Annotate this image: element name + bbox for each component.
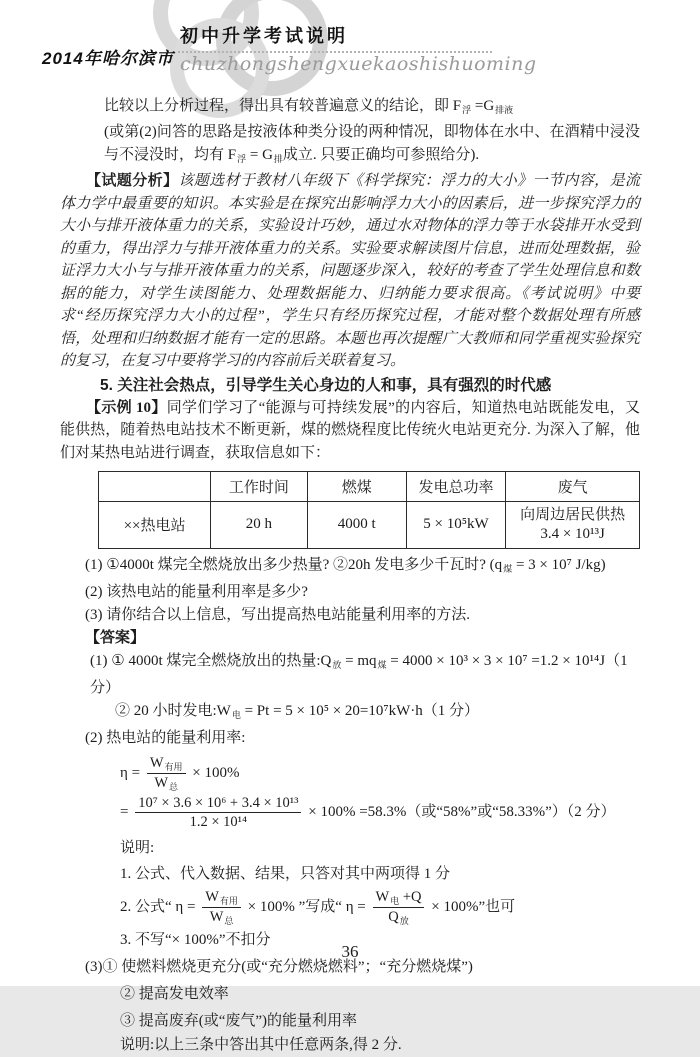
- efficiency-formula: η = $\frac{W_{有用}}{W_总}$ × 100%: [120, 754, 240, 793]
- efficiency-calculation: = $\frac{\text{10⁷ × 3.6 × 10⁶ + 3.4 × 10¹³}}{\text{1.2 × 10¹⁴}}$ × 100% =58.3%（或“58%”或“58.33%”）（2 分）: [120, 795, 616, 831]
- note-2: 2. 公式“ η = $\frac{W_{有用}}{W_总}$ × 100% ”写成“ η = $\frac{W_电 +Q}{Q_放}$ × 100%”也可: [120, 888, 516, 926]
- page-header: [0, 0, 700, 90]
- table-header-row: [99, 471, 640, 501]
- answer-1-part2: ② 20 小时发电$:W_电 = Pt = 5 \times 10^5 \times 20=10^7kW\cdot h(1$ 分）: [115, 702, 480, 720]
- note-3: 3. 不写“× 100%”不扣分: [120, 931, 271, 948]
- waste-line1: 向周边居民供热: [520, 506, 626, 523]
- cell-work-time: 20 h: [211, 501, 308, 548]
- cell-station-name: ××热电站: [99, 501, 211, 548]
- answer-3-item3: ③ 提高废弃(或“废气”)的能量利用率: [120, 1012, 358, 1029]
- page-number: 36: [341, 942, 359, 961]
- notes-label: 说明:: [120, 839, 155, 856]
- example-paragraph: [60, 397, 640, 464]
- power-station-table: [98, 471, 640, 549]
- table-data-row: [99, 501, 640, 548]
- header-cell-coal: 燃煤: [307, 471, 406, 501]
- header-cell-empty: [99, 471, 211, 501]
- question-1: (1) ①4000t 煤完全燃烧放出多少热量? ②20h 发电多少千瓦时? ($q_煤 = 3 \times 10^7$ J/kg): [85, 556, 606, 574]
- example-body: 同学们学习了“能源与可持续发展”的内容后，知道热电站既能发电，又能供热，随着热电站技术不断更新，煤的燃烧程度比传统火电站更充分. 为深入了解，他们对某热电站进行调查，获取信息如下：: [60, 399, 640, 461]
- answer-3-item1: (3)① 使燃料燃烧更充分(或“充分燃烧燃料”；“充分燃烧煤”): [85, 958, 473, 975]
- question-analysis-paragraph: [60, 170, 640, 373]
- example-label: 【示例 10】: [86, 399, 167, 416]
- note-1: 1. 公式、代入数据、结果，只答对其中两项得 1 分: [120, 865, 451, 882]
- cell-waste-gas: [506, 501, 640, 548]
- answer-3-item2: ② 提高发电效率: [120, 985, 229, 1002]
- analysis-body: 该题选材于教材八年级下《科学探究：浮力的大小》一节内容，是流体力学中最重要的知识。本实验是在探究出影响浮力大小的因素后，进一步探究浮力的大小与排开液体重力的关系，实验设计巧妙，通过水对物体的浮力等于水袋排开水受到的重力，得出浮力与排开液体重力的关系。实验要求解读图片信息，进而处理数据，验证浮力大小与与排开液体重力的关系，问题逐步深入，较好的考查了学生处理信息和数据的能力，对学生读图能力、处理数据能力、归纳能力要求很高。《考试说明》中要求“经历探究浮力大小的过程”，学生只有经历探究过程，才能对整个数据处理有所感悟，处理和归纳数据才能有一定的思路。本题也再次提醒广大教师和同学重视实验探究的复习，在复习中要将学习的内容前后关联着复习。: [60, 173, 640, 370]
- section-heading: 5. 关注社会热点，引导学生关心身边的人和事，具有强烈的时代感: [100, 376, 552, 394]
- analysis-label: 【试题分析】: [86, 172, 179, 190]
- answer-label: 【答案】: [85, 629, 146, 646]
- cell-power: 5 × 10⁵kW: [406, 501, 505, 548]
- page-content: [0, 95, 700, 1057]
- conclusion-line: 比较以上分析过程，得出具有较普遍意义的结论，即 $F_浮 =G_{排液}$: [104, 98, 514, 115]
- book-title: 初中升学考试说明: [180, 26, 348, 46]
- alternative-answer-note: (或第(2)问答的思路是按液体种类分设的两种情况，即物体在水中、在酒精中浸没与不浸没时，均有 $F_浮 = G_排$成立. 只要正确均可参照给分).: [104, 124, 640, 164]
- title-pinyin: chuzhongshengxuekaoshishuoming: [180, 53, 537, 75]
- header-cell-work-time: 工作时间: [211, 471, 308, 501]
- answer-2-intro: (2) 热电站的能量利用率:: [85, 729, 246, 746]
- answer-3-note: 说明:以上三条中答出其中任意两条,得 2 分.: [120, 1036, 402, 1053]
- answer-1-part1: (1) ① 4000t 煤完全燃烧放出的热量$:Q_放 = mq_煤 = 4000 \times 10^3 \times 3 \times 10^7 =1.2 \times 10^{14}J(1$分）: [90, 652, 628, 696]
- header-cell-waste-gas: 废气: [506, 471, 640, 501]
- header-cell-power: 发电总功率: [406, 471, 505, 501]
- cell-coal: 4000 t: [307, 501, 406, 548]
- edition-label: 2014年哈尔滨市: [42, 49, 174, 68]
- question-3: (3) 请你结合以上信息，写出提高热电站能量利用率的方法.: [85, 606, 470, 623]
- question-2: (2) 该热电站的能量利用率是多少?: [85, 583, 308, 600]
- waste-line2: 3.4 × 10¹³J: [540, 525, 605, 542]
